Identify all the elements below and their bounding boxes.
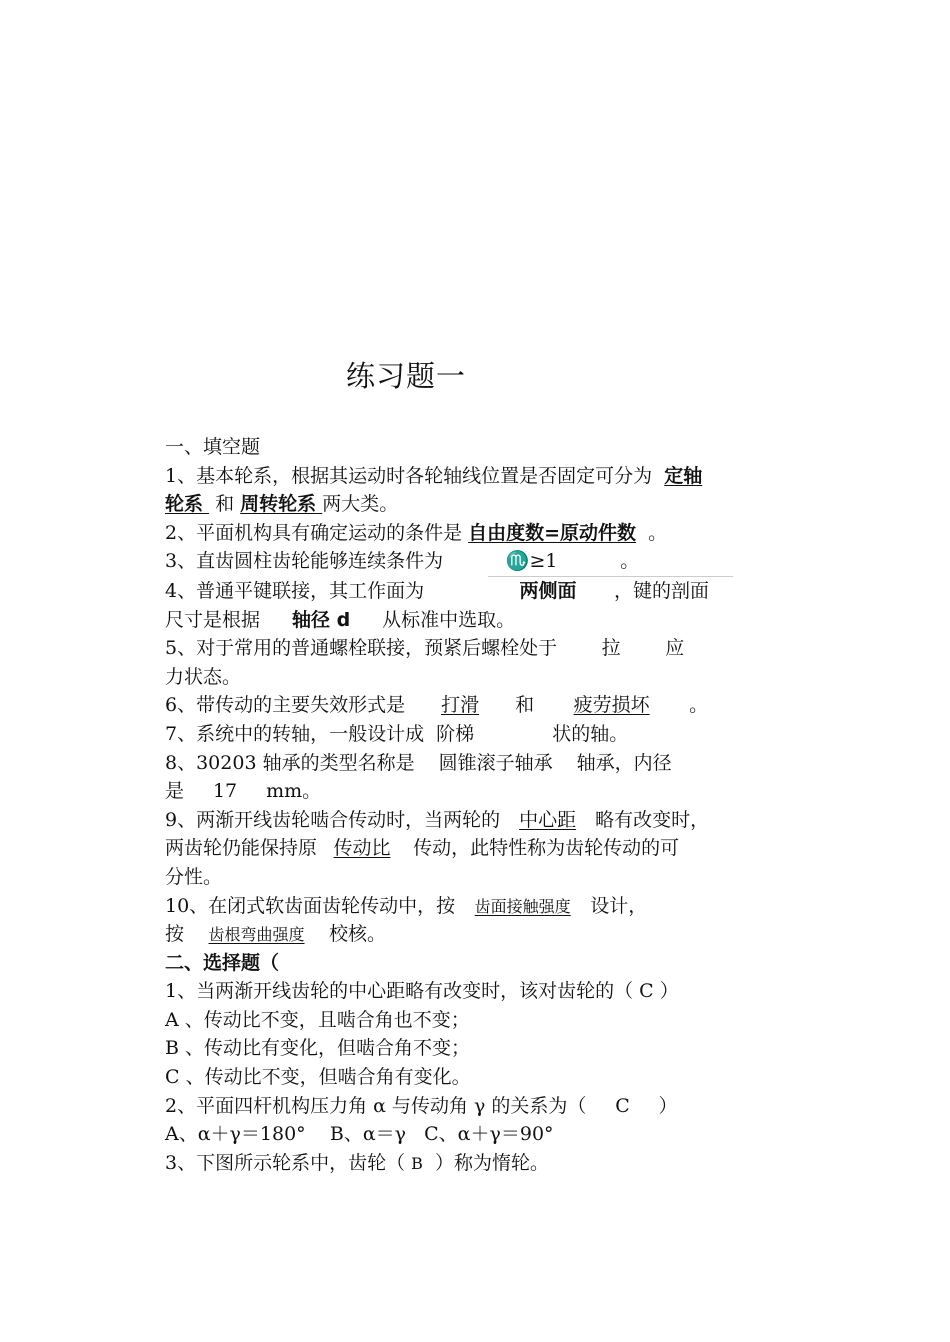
question-5-line-1: 5、对于常用的普通螺栓联接，预紧后螺栓处于 拉 应	[165, 634, 805, 663]
choice-option-a: A 、传动比不变，且啮合角也不变；	[165, 1008, 470, 1031]
choice-answer-1: C	[639, 980, 654, 1003]
question-1-line-1: 1、基本轮系，根据其运动时各轮轴线位置是否固定可分为 定轴	[165, 464, 703, 487]
choice-options-angles: A、α＋γ＝180° B、α＝γ C、α＋γ＝90°	[165, 1123, 554, 1146]
choice-question-2: 2、平面四杆机构压力角 α 与传动角 γ 的关系为（ C ）	[165, 1092, 805, 1121]
question-7: 7、系统中的转轴，一般设计成 阶梯 状的轴。	[165, 720, 805, 749]
choice-option-b: B 、传动比有变化，但啮合角不变；	[165, 1037, 471, 1060]
answer-fatigue-failure: 疲劳损坏	[573, 694, 650, 717]
section-heading-choice: 二、选择题（	[165, 951, 280, 974]
answer-contact-ratio: ♏≥1	[505, 550, 558, 573]
question-2: 2、平面机构具有确定运动的条件是 自由度数=原动件数 。	[165, 521, 668, 544]
answer-bending-strength: 齿根弯曲强度	[208, 925, 305, 945]
answer-shaft-diameter: 轴径 d	[291, 608, 351, 631]
answer-tapered-roller: 圆锥滚子轴承	[438, 751, 553, 774]
answer-contact-strength: 齿面接触强度	[474, 896, 571, 916]
choice-option-c: C 、传动比不变，但啮合角有变化。	[165, 1066, 471, 1089]
answer-tension: 拉	[601, 637, 621, 660]
answer-transmission-ratio: 传动比	[333, 837, 391, 860]
question-3: 3、直齿圆柱齿轮能够连续条件为 ♏≥1 。	[165, 547, 805, 576]
choice-answer-3: B	[411, 1153, 423, 1173]
answer-center-distance: 中心距	[519, 808, 577, 831]
question-10-line-1: 10、在闭式软齿面齿轮传动中，按 齿面接触强度 设计，	[165, 892, 805, 921]
question-9-line-1: 9、两渐开线齿轮啮合传动时，当两轮的 中心距 略有改变时，	[165, 806, 805, 835]
question-6: 6、带传动的主要失效形式是 打滑 和 疲劳损坏 。	[165, 691, 805, 720]
question-5-line-2: 力状态。	[165, 665, 242, 688]
choice-question-3: 3、下图所示轮系中，齿轮（ B ）称为惰轮。	[165, 1151, 550, 1174]
question-9-line-2: 两齿轮仍能保持原 传动比 传动，此特性称为齿轮传动的可	[165, 834, 805, 863]
question-4-line-2: 尺寸是根据 轴径 d 从标准中选取。	[165, 606, 805, 635]
question-4-line-1: 4、普通平键联接，其工作面为 两侧面 ，键的剖面	[488, 576, 733, 606]
question-8-line-1: 8、30203 轴承的类型名称是 圆锥滚子轴承 轴承，内径	[165, 749, 805, 778]
choice-answer-2: C	[615, 1094, 630, 1117]
answer-both-sides: 两侧面	[519, 579, 577, 602]
answer-fixed-axis-cont: 轮系	[165, 493, 204, 516]
question-10-line-2: 按 齿根弯曲强度 校核。	[165, 920, 805, 949]
answer-bore-diameter: 17	[212, 780, 238, 803]
choice-question-1: 1、当两渐开线齿轮的中心距略有改变时，该对齿轮的（ C ）	[165, 980, 679, 1003]
answer-epicyclic: 周转轮系	[240, 493, 317, 516]
answer-stepped: 阶梯	[436, 722, 475, 745]
question-8-line-2: 是 17 mm。	[165, 777, 805, 806]
exercise-body	[165, 433, 805, 1177]
question-9-line-3: 分性。	[165, 865, 223, 888]
answer-dof-condition: 自由度数=原动件数	[468, 521, 637, 544]
answer-fixed-axis: 定轴	[664, 464, 703, 487]
answer-slipping: 打滑	[441, 694, 480, 717]
question-1-line-2: 轮系 和 周转轮系 两大类。	[165, 493, 399, 516]
section-heading-fill-blank: 一、填空题	[165, 436, 261, 458]
page-title: 练习题一	[346, 359, 467, 393]
